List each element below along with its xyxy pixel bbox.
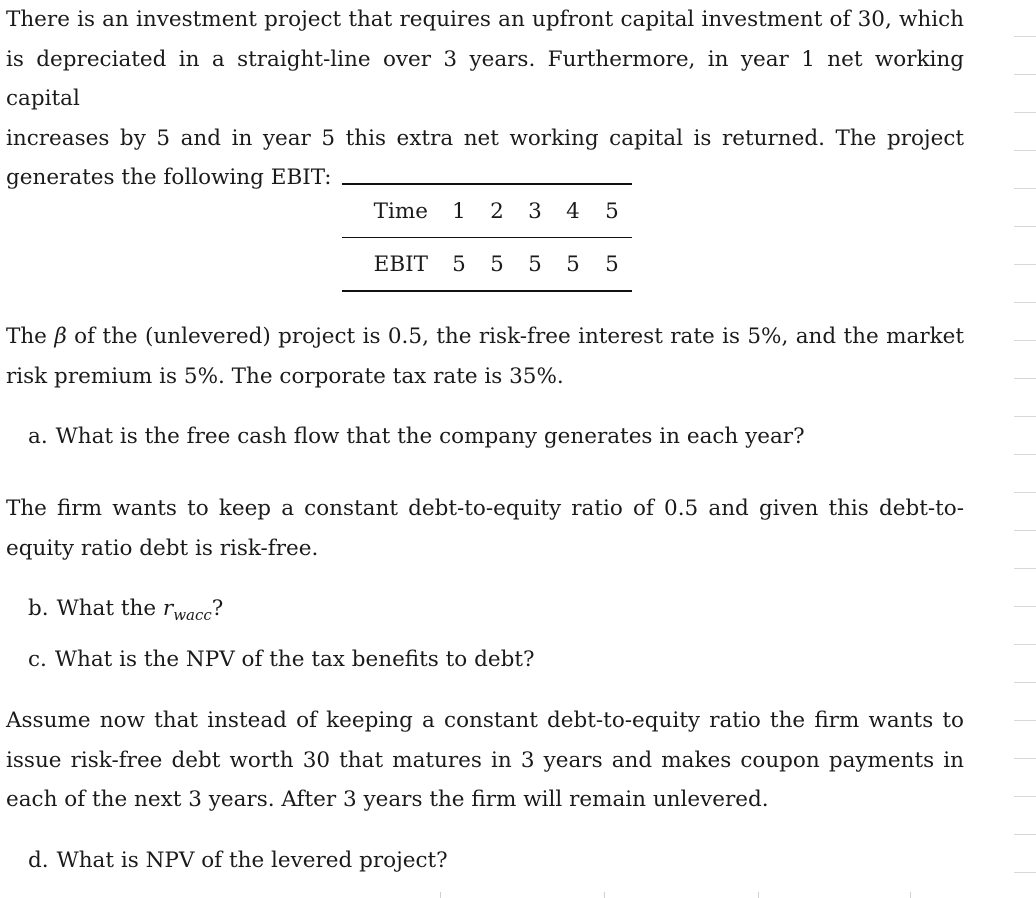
question-c xyxy=(28,645,958,675)
question-b xyxy=(28,594,958,630)
assume-line: Assume now that instead of keeping a constant debt-to-equity ratio the firm wants to xyxy=(6,708,964,733)
table-cell: 5 xyxy=(440,238,478,292)
intro-paragraph xyxy=(6,0,964,198)
question-label: d. xyxy=(28,848,49,873)
table-cell: 2 xyxy=(478,184,516,238)
intro-line: is depreciated in a straight-line over 3 years. Furthermore, in year 1 net working capital xyxy=(6,46,964,111)
question-text: ? xyxy=(211,596,224,621)
question-label: c. xyxy=(28,647,47,672)
question-label: b. xyxy=(28,596,49,621)
question-a xyxy=(28,422,958,452)
table-cell: 1 xyxy=(440,184,478,238)
intro-line: generates the following EBIT: xyxy=(6,165,332,190)
assume-line: each of the next 3 years. After 3 years the firm will remain unlevered. xyxy=(6,787,769,812)
table-cell: 5 xyxy=(516,238,554,292)
question-text: What the xyxy=(56,596,163,621)
intro-line: There is an investment project that requires an upfront capital investment of 30, which xyxy=(6,7,964,32)
debt-equity-paragraph xyxy=(6,489,964,568)
table-row-time xyxy=(342,184,632,238)
beta-symbol: β xyxy=(54,324,67,349)
table-cell: 5 xyxy=(592,184,632,238)
ebit-table xyxy=(342,183,632,292)
question-text: What is the free cash flow that the company generates in each year? xyxy=(55,424,805,449)
assume-paragraph xyxy=(6,701,964,820)
table-cell: 4 xyxy=(554,184,592,238)
question-text: What is the NPV of the tax benefits to debt? xyxy=(54,647,535,672)
question-label: a. xyxy=(28,424,48,449)
params-text: The xyxy=(6,324,55,349)
table-header-time: Time xyxy=(342,184,440,238)
params-line xyxy=(6,317,964,357)
params-paragraph xyxy=(6,317,964,396)
debt-equity-line: The firm wants to keep a constant debt-to-equity ratio of 0.5 and given this debt-to- xyxy=(6,496,964,521)
table-header-ebit: EBIT xyxy=(342,238,440,292)
params-text: of the (unlevered) project is 0.5, the risk-free interest rate is 5%, and the market xyxy=(66,324,965,349)
table-cell: 3 xyxy=(516,184,554,238)
intro-line: increases by 5 and in year 5 this extra net working capital is returned. The project xyxy=(6,125,964,151)
table-cell: 5 xyxy=(592,238,632,292)
table-cell: 5 xyxy=(478,238,516,292)
assume-line: issue risk-free debt worth 30 that matures in 3 years and makes coupon payments in xyxy=(6,747,964,773)
table-row-ebit xyxy=(342,238,632,292)
params-line: risk premium is 5%. The corporate tax rate is 35%. xyxy=(6,363,564,389)
question-d xyxy=(28,846,958,876)
debt-equity-line: equity ratio debt is risk-free. xyxy=(6,535,319,561)
wacc-subscript: wacc xyxy=(173,606,212,624)
r-symbol: r xyxy=(162,596,174,621)
table-cell: 5 xyxy=(554,238,592,292)
question-text: What is NPV of the levered project? xyxy=(56,848,448,873)
margin-ruled-lines xyxy=(1014,0,1036,898)
